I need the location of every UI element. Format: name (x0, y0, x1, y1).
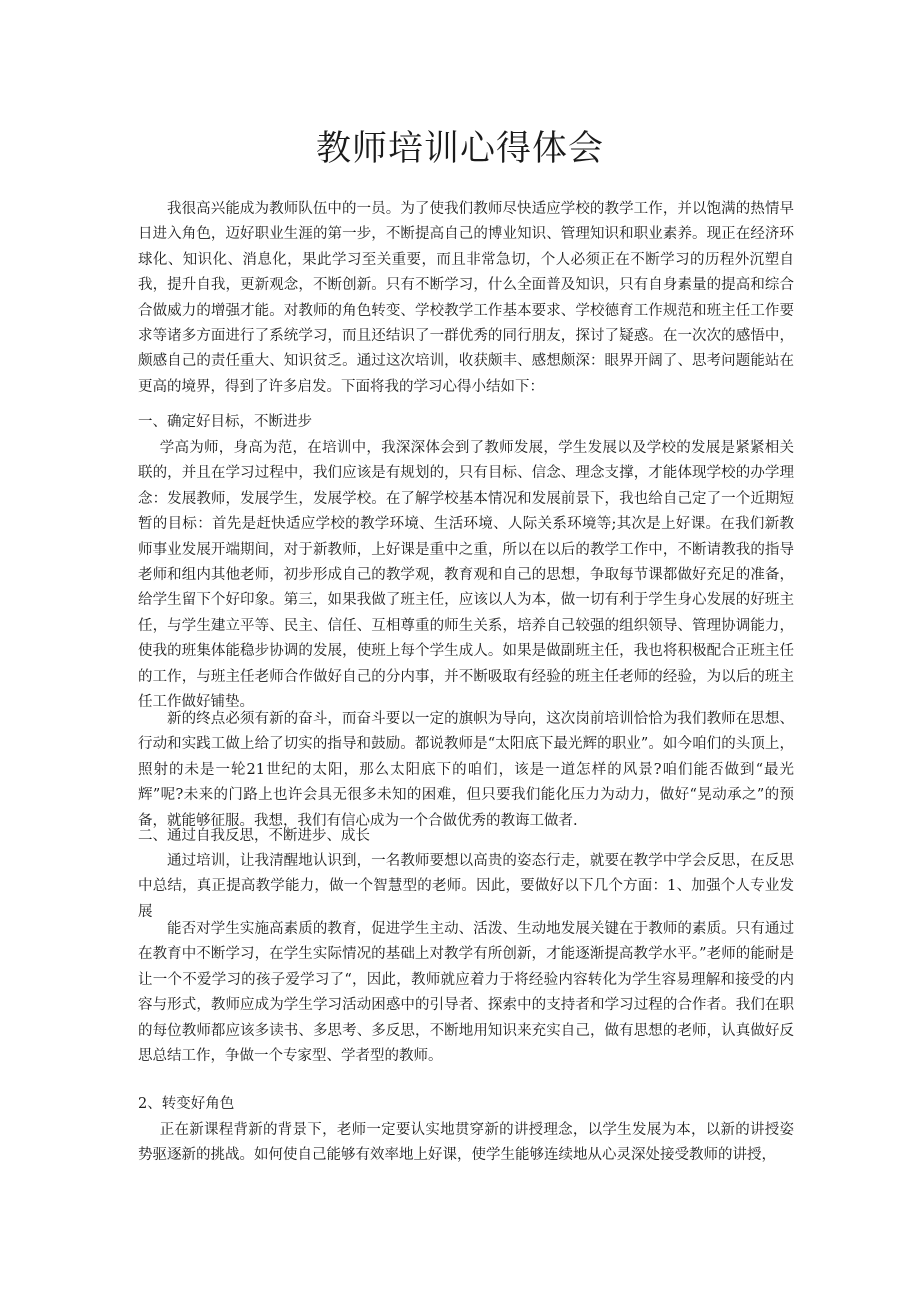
section-2-paragraph-1: 通过培训，让我清醒地认识到，一名教师要想以高贵的姿态行走，就要在教学中学会反思，在反思中总结，真正提高教学能力，做一个智慧型的老师。因此，要做好以下几个方面：1、加强个人专业发展 (138, 853, 794, 920)
section-1-heading: 一、确定好目标，不断进步 (138, 414, 312, 430)
section-2-paragraph-2: 能否对学生实施高素质的教育，促进学生主动、活泼、生动地发展关键在于教师的素质。只有通过在教育中不断学习，在学生实际情况的基础上对教学有所创新，才能逐渐提高教学水平。”老师的能耐是让一个不爱学习的孩子爱学习了“，因此，教师就应着力于将经验内容转化为学生容易理解和接受的内容与形式，教师应成为学生学习活动困惑中的引导者、探索中的支持者和学习过程的合作者。我们在职的每位教师都应该多读书、多思考、多反思，不断地用知识来充实自己，做有思想的老师，认真做好反思总结工作，争做一个专家型、学者型的教师。 (138, 921, 794, 1065)
section-3-paragraph-1: 正在新课程背新的背景下，老师一定要认实地贯穿新的讲授理念，以学生发展为本，以新的讲授姿势驱逐新的挑战。如何使自己能够有效率地上好课，使学生能够连续地从心灵深处接受教师的讲授， (138, 1122, 794, 1164)
document-title: 教师培训心得体会 (315, 129, 604, 169)
intro-paragraph: 我很高兴能成为教师队伍中的一员。为了使我们教师尽快适应学校的教学工作，并以饱满的热情早日进入角色，迈好职业生涯的第一步，不断提高自己的博业知识、管理知识和职业素养。现正在经济环球化、知识化、消息化，果此学习至关重要，而且非常急切，个人必须正在不断学习的历程外沉塑自我，提升自我，更新观念，不断创新。只有不断学习，什么全面普及知识，只有自身素量的提高和综合合做威力的增强才能。对教师的角色转变、学校教学工作基本要求、学校德育工作规范和班主任工作要求等诸多方面进行了系统学习，而且还结识了一群优秀的同行朋友，探讨了疑惑。在一次次的感悟中，颇感自己的责任重大、知识贫乏。通过这次培训，收获颇丰、感想颇深：眼界开阔了、思考问题能站在更高的境界，得到了许多启发。下面将我的学习心得小结如下： (138, 201, 794, 395)
section-1-paragraph-2: 新的终点必须有新的奋斗，而奋斗要以一定的旗帜为导向，这次岗前培训恰恰为我们教师在思想、行动和实践工做上给了切实的指导和鼓励。都说教师是“太阳底下最光辉的职业”。如今咱们的头顶上，照射的未是一轮21世纪的太阳，那么太阳底下的咱们，该是一道怎样的风景?咱们能否做到“最光辉”呢?未来的门路上也许会具无很多未知的困难，但只要我们能化压力为动力，做好“晃动承之”的预备，就能够征服。我想，我们有信心成为一个合做优秀的教诲工做者. (138, 711, 794, 829)
section-2-heading: 二、通过自我反思，不断进步、成长 (138, 828, 370, 844)
section-1-paragraph-1: 学高为师，身高为范，在培训中，我深深体会到了教师发展，学生发展以及学校的发展是紧紧相关联的，并且在学习过程中，我们应该是有规划的，只有目标、信念、理念支撑，才能体现学校的办学理念：发展教师，发展学生，发展学校。在了解学校基本情况和发展前景下，我也给自己定了一个近期短暂的目标：首先是赶快适应学校的教学环境、生活环境、人际关系环境等;其次是上好课。在我们新教师事业发展开端期间，对于新教师，上好课是重中之重，所以在以后的教学工作中，不断请教我的指导老师和组内其他老师，初步形成自己的教学观，教育观和自己的思想，争取每节课都做好充足的准备，给学生留下个好印象。第三，如果我做了班主任，应该以人为本，做一切有利于学生身心发展的好班主任，与学生建立平等、民主、信任、互相尊重的师生关系，培养自己较强的组织领导、管理协调能力，使我的班集体能稳步协调的发展，使班上每个学生成人。如果是做副班主任，我也将积极配合正班主任的工作，与班主任老师合作做好自己的分内事，并不断吸取有经验的班主任老师的经验，为以后的班主任工作做好铺垫。 (138, 440, 794, 711)
section-3-heading: 2、转变好角色 (138, 1096, 235, 1112)
